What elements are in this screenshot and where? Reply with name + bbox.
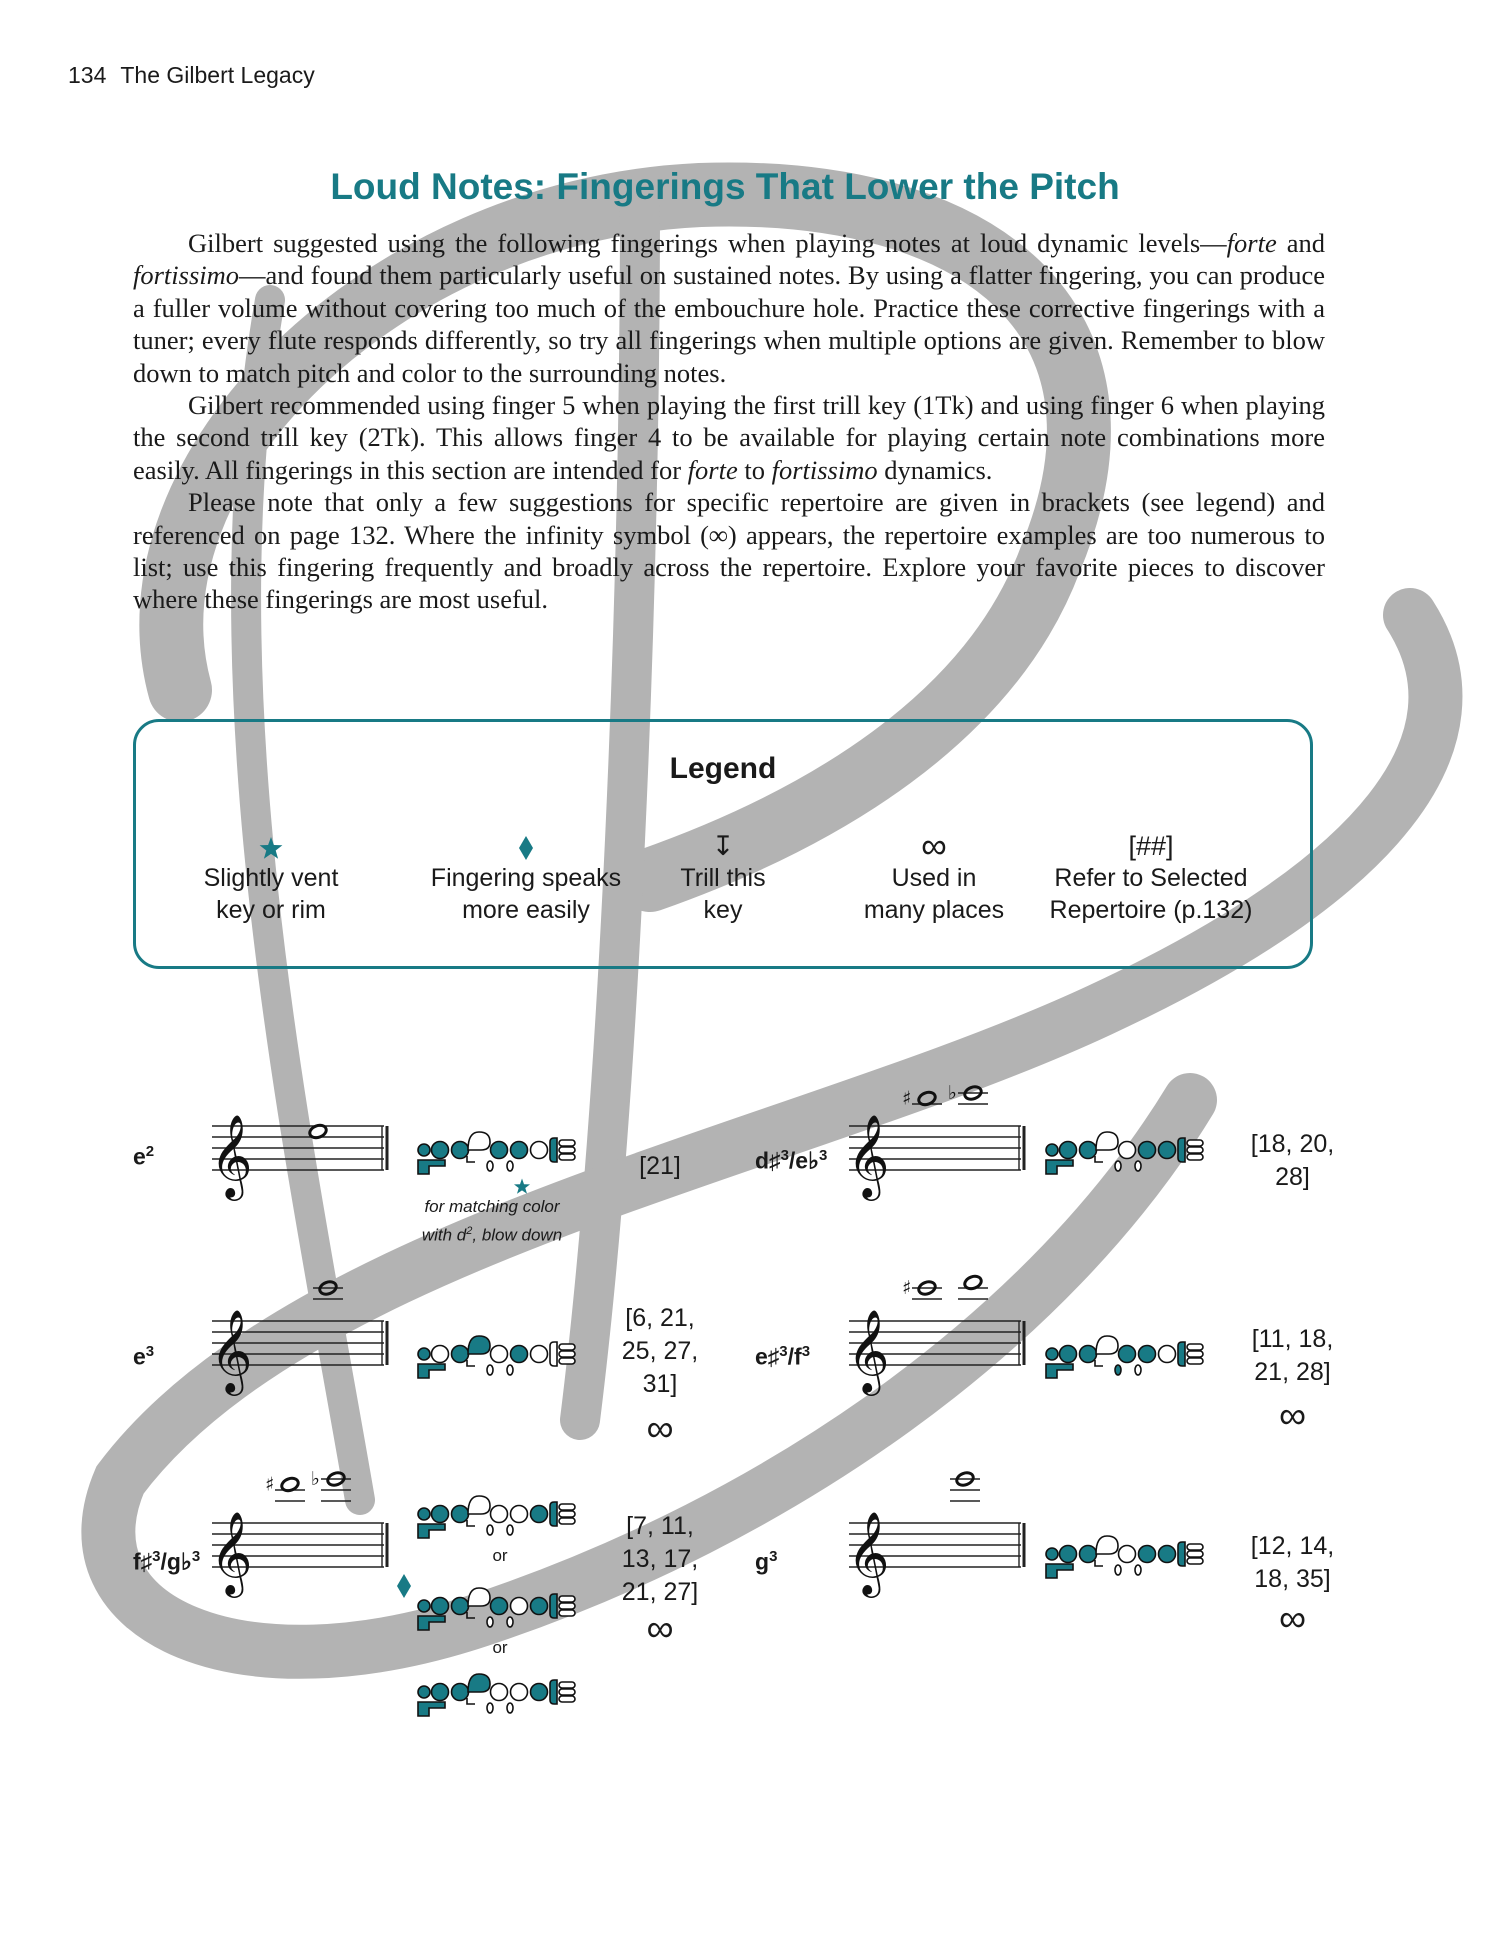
flute-key [511, 1346, 528, 1363]
sharp-icon: ♯ [902, 1087, 912, 1110]
treble-clef-icon: 𝄞 [847, 1113, 890, 1197]
legend-label: Fingering speaks [430, 864, 622, 892]
flute-key [507, 1525, 513, 1535]
flute-key [418, 1524, 445, 1538]
flute-key [1187, 1154, 1203, 1160]
flute-key [1178, 1542, 1185, 1566]
flute-key [550, 1342, 557, 1366]
flute-key [1187, 1551, 1203, 1557]
flute-key [1060, 1546, 1077, 1563]
flute-key [467, 1520, 475, 1526]
flute-key [487, 1617, 493, 1627]
staff [208, 1285, 392, 1415]
flute-key [467, 1612, 475, 1618]
flute-key [1135, 1161, 1141, 1171]
flute-key [418, 1616, 445, 1630]
flute-key [511, 1142, 528, 1159]
text-run: and [1276, 228, 1325, 258]
flute-key [491, 1142, 508, 1159]
flute-key [487, 1365, 493, 1375]
infinity-icon: ∞ [709, 519, 728, 550]
flute-key [1187, 1147, 1203, 1153]
repertoire-ref: [11, 18, 21, 28] [1251, 1325, 1334, 1386]
flute-key [491, 1684, 508, 1701]
flute-key [559, 1504, 575, 1510]
flute-key [559, 1154, 575, 1160]
flute-key [550, 1502, 557, 1526]
italic-term: forte [687, 454, 738, 485]
flute-key [507, 1161, 513, 1171]
flute-key [432, 1684, 449, 1701]
flute-key [1046, 1548, 1058, 1560]
legend-item-trill [603, 826, 843, 926]
flute-key [1046, 1564, 1073, 1578]
staff [845, 1487, 1029, 1617]
diamond-icon [394, 1572, 414, 1600]
note-label-fs3: f♯$^3$/g♭$^3$ [133, 1548, 201, 1575]
flute-key [1096, 1336, 1118, 1354]
body-text [133, 227, 1325, 616]
flute-fingering-diagram [415, 1492, 583, 1540]
legend-box [133, 719, 1313, 969]
flute-key [1095, 1156, 1103, 1162]
flute-key [418, 1160, 445, 1174]
flute-key [1159, 1546, 1176, 1563]
legend-title: Legend [669, 752, 777, 785]
italic-term: fortissimo [771, 454, 878, 485]
flute-fingering-diagram [1043, 1128, 1211, 1176]
treble-clef-icon: 𝄞 [210, 1308, 253, 1392]
flute-key [418, 1348, 430, 1360]
flute-key [491, 1598, 508, 1615]
flute-fingering-diagram [415, 1332, 583, 1380]
flute-key [1187, 1358, 1203, 1364]
flute-key [559, 1610, 575, 1616]
or-label: or [492, 1546, 508, 1565]
fingering-note: for matching color with $d^2$, blow down [421, 1197, 563, 1245]
italic-term: forte [1226, 228, 1277, 258]
flute-key [1046, 1348, 1058, 1360]
infinity-icon: ∞ [1278, 1395, 1307, 1437]
flute-key [1135, 1565, 1141, 1575]
flute-key [1135, 1365, 1141, 1375]
flute-key [1139, 1546, 1156, 1563]
infinity-icon: ∞ [646, 1408, 674, 1450]
flute-key [1119, 1142, 1136, 1159]
flute-key [531, 1142, 548, 1159]
flute-key [1159, 1346, 1176, 1363]
flute-key [432, 1598, 449, 1615]
flute-key [1119, 1546, 1136, 1563]
flute-key [531, 1506, 548, 1523]
flute-key [1046, 1144, 1058, 1156]
flute-key [491, 1346, 508, 1363]
repertoire-symbol: [##] [1128, 831, 1174, 861]
flat-icon: ♭ [948, 1082, 957, 1104]
paragraph [133, 486, 1325, 616]
flute-fingering-diagram [415, 1584, 583, 1632]
flute-key [1080, 1346, 1097, 1363]
repertoire-ref: [21] [639, 1152, 681, 1180]
flute-key [452, 1142, 469, 1159]
flute-key [452, 1506, 469, 1523]
treble-clef-icon: 𝄞 [847, 1510, 890, 1594]
flute-key [452, 1598, 469, 1615]
legend-label: more easily [462, 896, 590, 924]
flute-key [1096, 1132, 1118, 1150]
sharp-icon: ♯ [265, 1473, 275, 1496]
text-run: dynamics. [877, 454, 993, 485]
flute-key [468, 1674, 490, 1692]
flute-key [559, 1518, 575, 1524]
flute-key [468, 1132, 490, 1150]
legend-label: many places [863, 896, 1005, 924]
book-title: The Gilbert Legacy [120, 62, 315, 88]
flute-key [468, 1336, 490, 1354]
flute-key [1159, 1142, 1176, 1159]
staff [845, 1082, 1029, 1220]
section-title: Loud Notes: Fingerings That Lower the Pitch [330, 166, 1120, 207]
infinity-icon: ∞ [1278, 1598, 1307, 1640]
flute-key [507, 1703, 513, 1713]
staff [208, 1468, 392, 1617]
flute-key [467, 1360, 475, 1366]
legend-label: Used in [891, 864, 977, 892]
flute-key [432, 1506, 449, 1523]
flute-key [1178, 1342, 1185, 1366]
flute-key [418, 1686, 430, 1698]
flute-key [1187, 1344, 1203, 1350]
or-label: or [492, 1638, 508, 1657]
flute-key [559, 1358, 575, 1364]
flute-key [507, 1617, 513, 1627]
paragraph [133, 389, 1325, 486]
infinity-icon: ∞ [921, 825, 947, 866]
infinity-icon: ∞ [646, 1608, 674, 1650]
flute-key [487, 1161, 493, 1171]
trill-arrow-icon: ↧ [711, 831, 735, 861]
page-number: 134 [68, 62, 107, 88]
diamond-icon [516, 834, 536, 862]
flute-key [418, 1702, 445, 1716]
flute-key [1115, 1161, 1121, 1171]
flute-key [550, 1680, 557, 1704]
flute-key [559, 1344, 575, 1350]
legend-item-repertoire [1016, 826, 1286, 926]
flute-key [418, 1600, 430, 1612]
paragraph [133, 227, 1325, 389]
treble-clef-icon: 𝄞 [210, 1510, 253, 1594]
italic-term: fortissimo [133, 260, 240, 291]
staff [208, 1090, 392, 1220]
flute-key [559, 1689, 575, 1695]
flute-fingering-diagram [415, 1670, 583, 1718]
flute-key [531, 1346, 548, 1363]
flute-key [418, 1508, 430, 1520]
flute-key [1095, 1360, 1103, 1366]
legend-label: key [703, 896, 743, 924]
text-run: —and found them particularly useful on sustained notes. By using a flatter fingering, you can produce a fuller volume without covering too much of the embouchure hole. Practice these corrective fingerings with a tuner; every flute responds differently, so try all fingerings when multiple options are given. Remember to blow down to match pitch and color to the surrounding notes. [133, 260, 1325, 388]
flute-key [559, 1596, 575, 1602]
flute-key [1187, 1558, 1203, 1564]
flute-key [511, 1598, 528, 1615]
treble-clef-icon: 𝄞 [210, 1113, 253, 1197]
staff [845, 1277, 1029, 1415]
flute-key [1187, 1351, 1203, 1357]
flute-key [418, 1144, 430, 1156]
repertoire-ref: [6, 21, 25, 27, 31] [621, 1304, 699, 1398]
note-label-e3: $e^3$ [133, 1343, 155, 1370]
star-icon [258, 836, 284, 862]
flute-key [559, 1696, 575, 1702]
flute-key [559, 1603, 575, 1609]
flute-key [550, 1594, 557, 1618]
flute-key [468, 1588, 490, 1606]
legend-label: Slightly vent [203, 864, 339, 892]
sharp-icon: ♯ [902, 1277, 912, 1299]
flute-key [1115, 1365, 1121, 1375]
flute-key [1046, 1160, 1073, 1174]
repertoire-ref: [18, 20, 28] [1250, 1130, 1335, 1191]
flute-key [1095, 1560, 1103, 1566]
flute-fingering-diagram [1043, 1532, 1211, 1580]
flute-key [1187, 1544, 1203, 1550]
flute-key [467, 1156, 475, 1162]
note-label-g3: $g^3$ [755, 1548, 778, 1575]
flute-key [1139, 1346, 1156, 1363]
legend-label: Refer to Selected [1054, 864, 1248, 892]
note-label-ds3: d♯$^3$/e♭$^3$ [755, 1147, 828, 1174]
running-head [68, 62, 315, 89]
flute-key [467, 1698, 475, 1704]
flat-icon: ♭ [311, 1468, 320, 1490]
repertoire-ref: [7, 11, 13, 17, 21, 27] [621, 1512, 699, 1606]
text-run: Gilbert recommended using finger 5 when playing the first trill key (1Tk) and using finger 6 when playing the second trill key (2Tk). This allows finger 4 to be available for playing certain note combinations more easily. All fingerings in this section are intended for [133, 390, 1325, 485]
flute-key [559, 1351, 575, 1357]
repertoire-ref: [12, 14, 18, 35] [1250, 1532, 1335, 1593]
flute-key [531, 1598, 548, 1615]
treble-clef-icon: 𝄞 [847, 1308, 890, 1392]
flute-key [487, 1703, 493, 1713]
note-label-e2: $e^2$ [133, 1143, 155, 1170]
flute-key [468, 1496, 490, 1514]
star-icon [513, 1178, 531, 1196]
text-run: ) appears, the repertoire examples are too numerous to list; use this fingering frequently and broadly across the repertoire. Explore your favorite pieces to discover where these fingerings are most useful. [133, 519, 1325, 615]
flute-key [432, 1142, 449, 1159]
flute-key [550, 1138, 557, 1162]
flute-key [511, 1506, 528, 1523]
flute-key [1119, 1346, 1136, 1363]
flute-key [559, 1682, 575, 1688]
flute-key [1060, 1142, 1077, 1159]
flute-fingering-diagram [415, 1128, 583, 1176]
flute-key [1080, 1142, 1097, 1159]
flute-key [1096, 1536, 1118, 1554]
flute-key [491, 1506, 508, 1523]
flute-key [1080, 1546, 1097, 1563]
flute-key [1187, 1140, 1203, 1146]
flute-key [1060, 1346, 1077, 1363]
flute-key [418, 1364, 445, 1378]
flute-key [1139, 1142, 1156, 1159]
flute-key [559, 1511, 575, 1517]
flute-key [1046, 1364, 1073, 1378]
flute-key [1115, 1565, 1121, 1575]
flute-fingering-diagram [1043, 1332, 1211, 1380]
legend-item-vent [151, 826, 391, 926]
flute-key [452, 1346, 469, 1363]
flute-key [559, 1147, 575, 1153]
flute-key [487, 1525, 493, 1535]
text-run: Gilbert suggested using the following fingerings when playing notes at loud dynamic levels— [188, 228, 1227, 258]
flute-key [1178, 1138, 1185, 1162]
legend-label: key or rim [216, 896, 326, 924]
legend-label: Trill this [680, 864, 766, 892]
flute-key [511, 1684, 528, 1701]
legend-label: Repertoire (p.132) [1049, 896, 1253, 924]
flute-key [559, 1140, 575, 1146]
flute-key [432, 1346, 449, 1363]
flute-key [531, 1684, 548, 1701]
note-label-es3: $e♯^3/f^3$ [755, 1343, 811, 1370]
text-run: Please note that only a few suggestions for specific repertoire are given in brackets (see legend) and referenced on page 132. Where the infinity symbol ( [133, 487, 1325, 550]
text-run: to [737, 454, 772, 485]
flute-key [507, 1365, 513, 1375]
flute-key [452, 1684, 469, 1701]
